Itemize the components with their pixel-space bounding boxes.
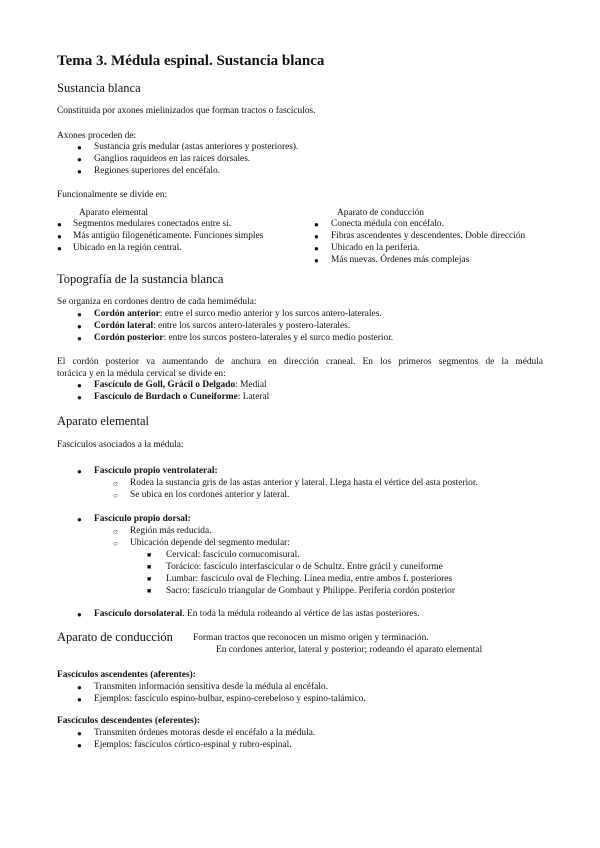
bullet-icon: ● — [77, 167, 82, 176]
elemental-column-item: Más antigüo filogenéticamente. Funciones simples — [73, 231, 264, 241]
axones-label: Axones proceden de: — [57, 131, 137, 141]
conduccion-column-item: Conecta médula con encéfalo. — [331, 219, 444, 229]
circle-bullet-icon: ○ — [113, 527, 118, 536]
conduccion-column-item: Fibras ascendentes y descendentes. Doble dirección — [331, 231, 526, 241]
cordon-term: Cordón posterior — [94, 333, 164, 343]
dorsal-segment-item: Torácico: fascículo interfascicular o de Schultz. Entre grácil y cuneiforme — [166, 562, 443, 572]
bullet-icon: ● — [77, 467, 82, 476]
document-title: Tema 3. Médula espinal. Sustancia blanca — [57, 53, 325, 69]
bullet-icon: ● — [77, 741, 82, 750]
bullet-icon: ● — [314, 220, 319, 229]
dorsal-segment-item: Lumbar: fascículo oval de Fleching. Línea media, entre ambos f. posteriores — [166, 574, 453, 584]
cordon-desc: : entre los surcos postero-laterales y el surco medio posterior. — [163, 333, 394, 343]
bullet-icon: ● — [77, 310, 82, 319]
bullet-icon: ● — [314, 232, 319, 241]
square-bullet-icon: ■ — [147, 587, 152, 595]
bullet-icon: ● — [77, 393, 82, 402]
ascendentes-item: Transmiten información sensitiva desde la médula al encéfalo. — [94, 682, 328, 692]
topografia-intro: Se organiza en cordones dentro de cada hemimédula: — [57, 297, 257, 307]
dorsal-segment-item: Cervical: fascículo cornucomisural. — [166, 550, 300, 560]
fasciculo-term: Fascículo de Burdach o Cuneiforme — [94, 392, 238, 402]
square-bullet-icon: ■ — [147, 575, 152, 583]
conduccion-column-item: Más nuevas. Órdenes más complejas — [331, 255, 470, 265]
bullet-icon: ● — [77, 683, 82, 692]
bullet-icon: ● — [314, 256, 319, 265]
conduccion-line2: En cordones anterior, lateral y posterior; rodeando el aparato elemental — [216, 645, 483, 655]
fasciculo-dorsal-title: Fascículo propio dorsal: — [94, 514, 191, 524]
bullet-icon: ● — [77, 143, 82, 152]
circle-bullet-icon: ○ — [113, 491, 118, 500]
bullet-icon: ● — [77, 610, 82, 619]
conduccion-column-item: Ubicado en la periferia. — [331, 243, 420, 253]
bullet-icon: ● — [57, 232, 62, 241]
dorsolateral-term: Fascículo dorsolateral — [94, 609, 183, 619]
dorsal-segment-item: Sacro: fascículo triangular de Gombaut y Philippe. Periferia cordón posterior — [166, 586, 455, 596]
bullet-icon: ● — [77, 381, 82, 390]
descendentes-item: Ejemplos: fascículos córtico-espinal y rubro-espinal. — [94, 740, 292, 750]
sustancia-intro: Constituida por axones mielinizados que forman tractos o fascículos. — [57, 106, 316, 116]
ventrolateral-subitem: Se ubica en los cordones anterior y lateral. — [130, 490, 290, 500]
cordon-item — [94, 333, 393, 344]
elemental-column-item: Segmentos medulares conectados entre sí. — [73, 219, 232, 229]
ascendentes-item: Ejemplos: fascículo espino-bulbar, espino-cerebeloso y espino-talámico. — [94, 694, 366, 704]
conduccion-column-title: Aparato de conducción — [337, 208, 424, 218]
bullet-icon: ● — [57, 220, 62, 229]
section-heading-sustancia-blanca: Sustancia blanca — [57, 81, 141, 95]
axones-item: Sustancia gris medular (astas anteriores y posteriores). — [94, 142, 299, 152]
cordon-desc: : entre el surco medio anterior y los surcos antero-laterales. — [159, 309, 382, 319]
dorsal-subitem: Región más reducida. — [130, 526, 212, 536]
func-label: Funcionalmente se divide en: — [57, 190, 168, 200]
conduccion-line1: Forman tractos que reconocen un mismo origen y terminación. — [193, 633, 429, 643]
dorsal-subitem: Ubicación depende del segmento medular: — [130, 538, 290, 548]
fasciculo-ventrolateral-title: Fascículo propio ventrolateral: — [94, 466, 218, 476]
cordon-item — [94, 309, 382, 320]
fasciculo-item — [94, 392, 269, 403]
bullet-icon: ● — [77, 334, 82, 343]
cordon-posterior-paragraph-line2: torácica y en la médula cervical se divide en: — [57, 369, 226, 379]
section-heading-aparato-conduccion: Aparato de conducción — [57, 630, 173, 644]
circle-bullet-icon: ○ — [113, 539, 118, 548]
cordon-item — [94, 321, 350, 332]
circle-bullet-icon: ○ — [113, 479, 118, 488]
dorsolateral-desc: . En toda la médula rodeando al vértice de las astas posteriores. — [182, 609, 420, 619]
ascendentes-title: Fascículos ascendentes (aferentes): — [57, 670, 196, 680]
ventrolateral-subitem: Rodea la sustancia gris de las astas anterior y lateral. Llega hasta el vértice del asta posterior. — [130, 478, 478, 488]
descendentes-item: Transmiten órdenes motoras desde el encéfalo a la médula. — [94, 728, 316, 738]
square-bullet-icon: ■ — [147, 563, 152, 571]
section-heading-topografia: Topografía de la sustancia blanca — [57, 272, 224, 286]
cordon-posterior-paragraph-line1: El cordón posterior va aumentando de anchura en dirección craneal. En los primeros segmentos de la médula — [57, 357, 543, 367]
fasciculo-dorsolateral-item — [94, 609, 419, 620]
section-heading-aparato-elemental: Aparato elemental — [57, 414, 149, 428]
fasciculo-term: Fascículo de Goll, Grácil o Delgado — [94, 380, 236, 390]
bullet-icon: ● — [77, 695, 82, 704]
cordon-term: Cordón anterior — [94, 309, 160, 319]
bullet-icon: ● — [77, 322, 82, 331]
elemental-column-item: Ubicado en la región central. — [73, 243, 182, 253]
bullet-icon: ● — [57, 244, 62, 253]
cordon-term: Cordón lateral — [94, 321, 154, 331]
axones-item: Regiones superiores del encéfalo. — [94, 166, 220, 176]
fasciculo-desc: : Medial — [235, 380, 267, 390]
elemental-intro: Fascículos asociados a la médula: — [57, 440, 184, 450]
axones-item: Ganglios raquídeos en las raíces dorsales. — [94, 154, 251, 164]
square-bullet-icon: ■ — [147, 551, 152, 559]
fasciculo-desc: : Lateral — [237, 392, 270, 402]
bullet-icon: ● — [77, 515, 82, 524]
elemental-column-title: Aparato elemental — [79, 208, 148, 218]
fasciculo-item — [94, 380, 267, 391]
bullet-icon: ● — [77, 155, 82, 164]
bullet-icon: ● — [77, 729, 82, 738]
descendentes-title: Fascículos descendentes (eferentes): — [57, 716, 201, 726]
bullet-icon: ● — [314, 244, 319, 253]
cordon-desc: : entre los surcos antero-laterales y postero-laterales. — [153, 321, 351, 331]
